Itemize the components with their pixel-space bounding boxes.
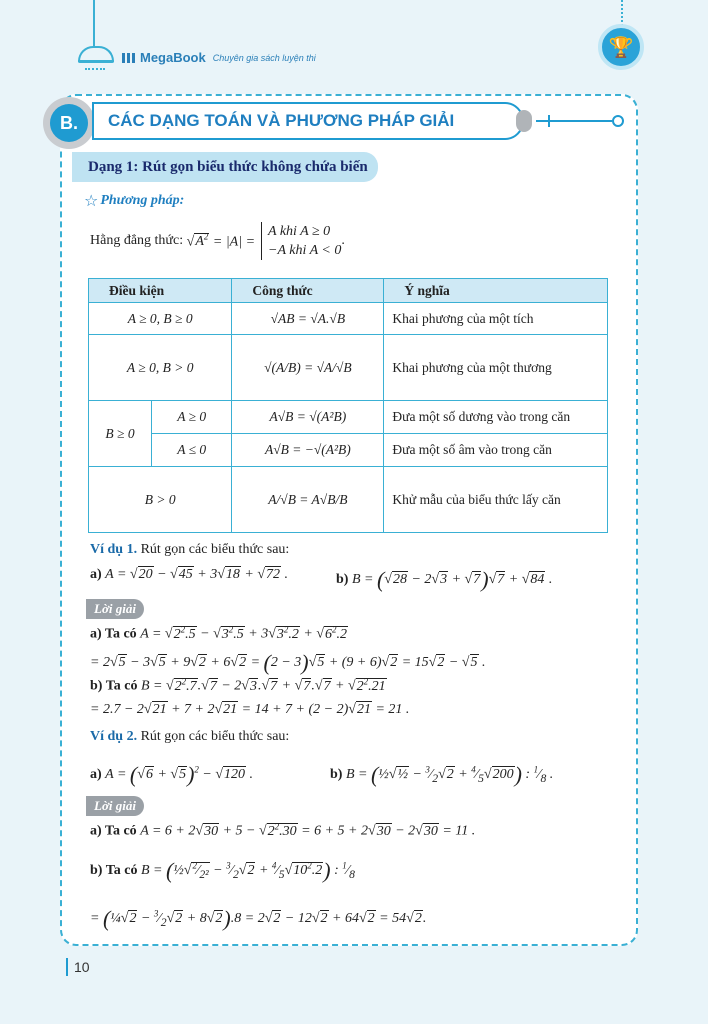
sol1-b-lead: b) Ta có <box>90 678 138 694</box>
table-header-row <box>89 279 608 303</box>
trophy-cord <box>621 0 625 26</box>
row3-condition: B ≥ 0 <box>89 401 152 467</box>
section-tail-tick <box>548 115 550 127</box>
row2-condition: A ≥ 0, B > 0 <box>89 335 232 401</box>
example-2-label: Ví dụ 2. <box>90 729 138 744</box>
formula-table <box>88 278 608 533</box>
sol1-a-lead: a) Ta có <box>90 626 137 642</box>
example-2-prompt: Rút gọn các biểu thức sau: <box>140 729 290 744</box>
example-1-label: Ví dụ 1. <box>90 542 138 557</box>
sol2-a-lead: a) Ta có <box>90 823 137 839</box>
example-1-b: b) B = (√28 − 2√3 + √7)√7 + √84 . <box>336 567 553 592</box>
table-row <box>89 303 608 335</box>
row2-meaning: Khai phương của một thương <box>384 335 608 401</box>
section-tail-dot <box>612 115 624 127</box>
brand-mark-icon <box>122 53 136 63</box>
row1-condition: A ≥ 0, B ≥ 0 <box>89 303 232 335</box>
ex2-b-label: b) <box>330 767 343 783</box>
table-row <box>89 467 608 533</box>
example-2-a: a) $A = (√6 + √5)^2 - √120$ . <box>90 762 254 787</box>
header-formula: Công thức <box>232 279 384 303</box>
header-meaning: Ý nghĩa <box>384 279 608 303</box>
star-icon: ☆ <box>84 191 99 210</box>
identity-cases <box>261 222 341 260</box>
solution-badge-2: Lời giải <box>86 796 144 816</box>
row3-meaning2: Đưa một số âm vào trong căn <box>384 434 608 467</box>
ex1-b-label: b) <box>336 572 349 588</box>
page-number: 10 <box>66 958 90 976</box>
table-row <box>89 434 608 467</box>
identity-line: Hằng đẳng thức: $√A^2 = |A|$ = A khi A ≥ 0 −A khi A < 0 . <box>90 224 345 258</box>
identity-lead: Hằng đẳng thức: <box>90 233 184 248</box>
example-1-prompt: Rút gọn các biểu thức sau: <box>140 542 290 557</box>
section-knob <box>516 110 532 132</box>
ex2-a-label: a) <box>90 767 102 783</box>
example-1-a: a) A = √20 − √45 + 3√18 + √72 . <box>90 567 289 582</box>
row4-meaning: Khử mẫu của biểu thức lấy căn <box>384 467 608 533</box>
row3-formula2: A√B = −√(A²B) <box>232 434 384 467</box>
topic-heading: Dạng 1: Rút gọn biểu thức không chứa biến <box>72 152 378 182</box>
example-2-b: b) B = (½√½ − $^3⁄_2√2$ + $^4⁄_5√200$) : $^1⁄_8$ . <box>330 762 554 787</box>
header-condition: Điều kiện <box>89 279 232 303</box>
row1-formula: √AB = √A.√B <box>232 303 384 335</box>
row1-meaning: Khai phương của một tích <box>384 303 608 335</box>
brand-name: MegaBook <box>140 50 206 65</box>
row3-sub2: A ≤ 0 <box>152 434 232 467</box>
section-title: CÁC DẠNG TOÁN VÀ PHƯƠNG PHÁP GIẢI <box>92 102 524 140</box>
method-heading <box>84 191 184 210</box>
lamp-rays <box>85 62 105 70</box>
row4-condition: B > 0 <box>89 467 232 533</box>
identity-formula: $√A^2 = |A|$ = <box>186 231 256 250</box>
method-label: Phương pháp: <box>100 192 185 208</box>
row3-meaning1: Đưa một số dương vào trong căn <box>384 401 608 434</box>
solution-badge-1: Lời giải <box>86 599 144 619</box>
trophy-icon: 🏆 <box>598 24 644 70</box>
solution-1-b-line1: b) Ta có $B = √2^2.7.√7 - 2√3.√7 + √7.√7 + √2^2.21$ <box>90 676 386 694</box>
ex1-a-label: a) <box>90 567 102 582</box>
solution-1-a-line2: = 2√5 − 3√5 + 9√2 + 6√2 = (2 − 3)√5 + (9 + 6)√2 = 15√2 − √5 . <box>90 650 486 675</box>
section-badge <box>43 97 95 149</box>
lamp-cord <box>93 0 95 48</box>
identity-case-2: −A khi A < 0 <box>268 243 342 258</box>
row2-formula: √(A/B) = √A/√B <box>232 335 384 401</box>
table-row <box>89 335 608 401</box>
brand-logo <box>122 50 316 65</box>
identity-case-1: A khi A ≥ 0 <box>268 224 331 239</box>
row3-sub1: A ≥ 0 <box>152 401 232 434</box>
row3-formula1: A√B = √(A²B) <box>232 401 384 434</box>
solution-2-b-line2: = (¼√2 − $^3⁄_2√2 + 8√2).8 = 2√2 - 12√2 + 64√2 = 54√2$. <box>90 906 427 931</box>
example-2-heading <box>90 729 289 745</box>
example-1-heading <box>90 542 289 558</box>
lamp-icon <box>78 46 114 63</box>
solution-1-a-line1: a) Ta có $A = √2^2.5 - √3^2.5 + 3√3^2.2 + √6^2.2$ <box>90 624 348 642</box>
section-letter: B. <box>50 104 88 142</box>
solution-2-a: a) Ta có $A = 6 + 2√30 + 5 - √2^2.30 = 6 + 5 + 2√30 - 2√30 = 11$ . <box>90 821 476 839</box>
sol2-b-lead: b) Ta có <box>90 863 138 879</box>
solution-1-b-line2: = 2.7 − 2√21 + 7 + 2√21 = 14 + 7 + (2 − 2)√21 = 21 . <box>90 702 410 717</box>
table-row <box>89 401 608 434</box>
brand-tagline: Chuyên gia sách luyện thi <box>212 52 316 63</box>
solution-2-b-line1: b) Ta có $B = (\frac{1}{2}√^2⁄_{2^2}$ − $^3⁄_2√2$ + $^4⁄_5√10^2.2$) : $^1⁄_8$ <box>90 858 355 883</box>
row4-formula: A/√B = A√B/B <box>232 467 384 533</box>
